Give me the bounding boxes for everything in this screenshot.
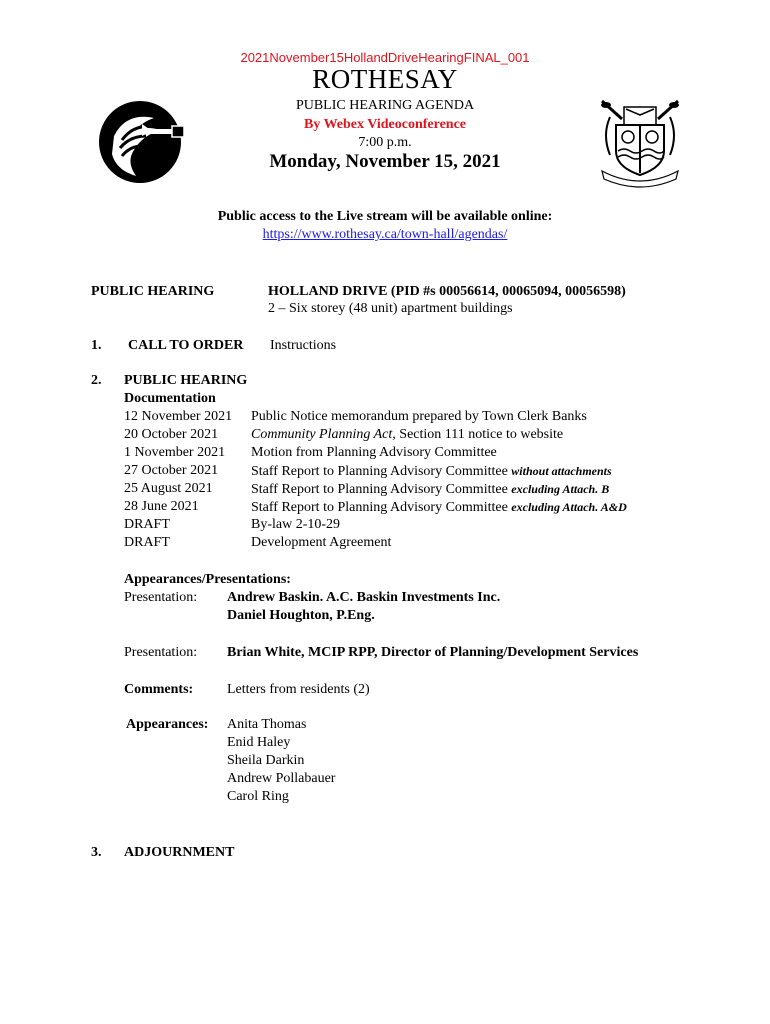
document-date: 27 October 2021 — [124, 463, 219, 478]
item-number: 3. — [91, 845, 102, 860]
comments-text: Letters from residents (2) — [227, 682, 370, 697]
presentation-label: Presentation: — [124, 590, 198, 605]
documentation-heading: Documentation — [124, 391, 216, 406]
document-date: 1 November 2021 — [124, 445, 226, 460]
document-date: 12 November 2021 — [124, 409, 233, 424]
document-text: Staff Report to Planning Advisory Committee — [251, 464, 512, 479]
document-title[interactable] — [251, 426, 563, 444]
comments-label: Comments: — [124, 682, 194, 697]
meeting-date: Monday, November 15, 2021 — [269, 151, 501, 172]
presenter-name: Andrew Baskin. A.C. Baskin Investments Inc. — [227, 590, 501, 605]
presenter-name: Daniel Houghton, P.Eng. — [227, 608, 375, 623]
document-text: Staff Report to Planning Advisory Committee — [251, 500, 512, 515]
appearance-name: Anita Thomas — [227, 717, 307, 732]
document-date: 25 August 2021 — [124, 481, 213, 496]
hearing-heading: HOLLAND DRIVE (PID #s 00056614, 00065094, 00056598) — [268, 284, 626, 299]
document-text: Public Notice memorandum prepared by Town Clerk Banks — [251, 409, 587, 424]
appearance-name: Enid Haley — [227, 735, 291, 750]
document-text: Development Agreement — [251, 535, 392, 550]
page-title: ROTHESAY — [312, 64, 458, 94]
document-title[interactable] — [251, 516, 340, 534]
document-title[interactable] — [251, 498, 627, 517]
appearance-name: Carol Ring — [227, 789, 289, 804]
document-title[interactable] — [251, 462, 612, 481]
item-title: CALL TO ORDER — [128, 338, 244, 353]
document-date: DRAFT — [124, 517, 170, 532]
document-filename: 2021November15HollandDriveHearingFINAL_001 — [240, 50, 530, 65]
document-date: 28 June 2021 — [124, 499, 199, 514]
appearances-label: Appearances: — [126, 717, 209, 732]
item-title: ADJOURNMENT — [124, 845, 235, 860]
item-note: Instructions — [270, 338, 337, 353]
agenda-label: PUBLIC HEARING AGENDA — [295, 98, 475, 113]
appearance-name: Sheila Darkin — [227, 753, 305, 768]
document-title[interactable] — [251, 444, 497, 462]
document-emphasis: excluding Attach. A&D — [511, 500, 627, 514]
document-date: 20 October 2021 — [124, 427, 219, 442]
item-number: 2. — [91, 373, 102, 388]
document-italic-text: Community Planning Act, — [251, 427, 396, 442]
document-text: Section 111 notice to website — [395, 427, 564, 442]
item-title: PUBLIC HEARING — [124, 373, 248, 388]
document-text: By-law 2-10-29 — [251, 517, 341, 532]
document-date: DRAFT — [124, 535, 170, 550]
public-hearing-label: PUBLIC HEARING — [91, 284, 215, 299]
agendas-link[interactable]: https://www.rothesay.ca/town-hall/agendas/ — [262, 227, 508, 242]
document-text: Motion from Planning Advisory Committee — [251, 445, 497, 460]
presentation-label: Presentation: — [124, 645, 198, 660]
document-title[interactable] — [251, 408, 587, 426]
document-emphasis: excluding Attach. B — [511, 482, 610, 496]
appearances-presentations-heading: Appearances/Presentations: — [124, 572, 291, 587]
hearing-description: 2 – Six storey (48 unit) apartment buildings — [268, 301, 513, 316]
document-title[interactable] — [251, 480, 609, 499]
document-text: Staff Report to Planning Advisory Committee — [251, 482, 512, 497]
access-text: Public access to the Live stream will be available online: — [217, 209, 553, 224]
document-title[interactable] — [251, 534, 391, 552]
rothesay-bird-logo-icon — [96, 96, 192, 186]
venue-label: By Webex Videoconference — [303, 117, 467, 132]
presenter-name: Brian White, MCIP RPP, Director of Planning/Development Services — [227, 645, 639, 660]
document-emphasis: without attachments — [511, 464, 612, 478]
appearance-name: Andrew Pollabauer — [227, 771, 336, 786]
meeting-time: 7:00 p.m. — [358, 135, 412, 150]
item-number: 1. — [91, 338, 102, 353]
rothesay-coat-of-arms-icon — [596, 95, 684, 189]
